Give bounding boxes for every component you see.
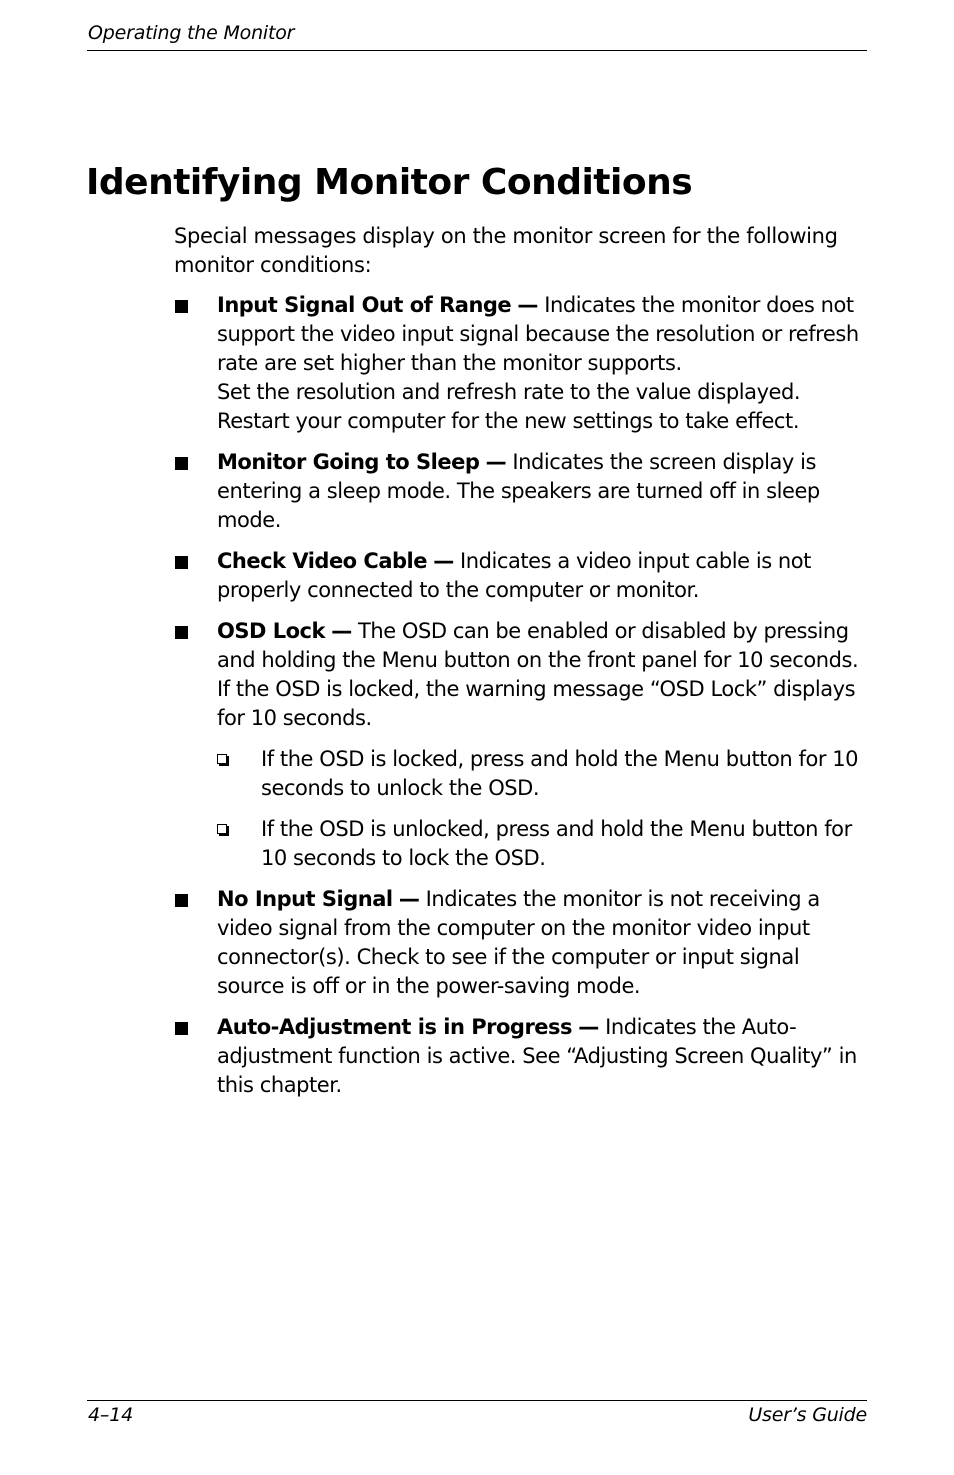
condition-dash: — [398, 887, 420, 911]
condition-osd-lock [174, 617, 864, 873]
condition-term: Input Signal Out of Range [217, 293, 512, 317]
square-bullet-icon [175, 556, 188, 569]
box-bullet-icon [217, 754, 227, 764]
condition-text-continued: Set the resolution and refresh rate to the value displayed. Restart your computer for the new settings to take effect. [217, 380, 801, 433]
condition-dash: — [517, 293, 538, 317]
intro-paragraph: Special messages display on the monitor screen for the following monitor conditions: [174, 224, 838, 277]
condition-auto-adjustment [174, 1013, 864, 1100]
condition-text: Indicates the screen display is entering a sleep mode. The speakers are turned off in sleep mode. [217, 450, 820, 532]
condition-check-video-cable [174, 547, 864, 605]
square-bullet-icon [175, 894, 188, 907]
osd-lock-sublist [217, 745, 864, 873]
guide-title: User’s Guide [748, 1404, 867, 1426]
condition-input-signal-out-of-range [174, 291, 864, 436]
conditions-list [174, 291, 864, 1112]
condition-text: The OSD can be enabled or disabled by pressing and holding the Menu button on the front panel for 10 seconds. If the OSD is locked, the warning message “OSD Lock” displays for 10 seconds. [217, 619, 859, 730]
condition-text: Indicates the monitor does not support the video input signal because the resolution or refresh rate are set higher than the monitor supports. [217, 293, 859, 375]
condition-term: Check Video Cable [217, 549, 427, 573]
condition-monitor-going-to-sleep [174, 448, 864, 535]
condition-term: Auto-Adjustment is in Progress [217, 1015, 573, 1039]
sub-list-item [217, 745, 864, 803]
condition-dash: — [433, 549, 454, 573]
condition-term: Monitor Going to Sleep [217, 450, 480, 474]
page-title: Identifying Monitor Conditions [86, 162, 693, 203]
box-bullet-icon [217, 824, 227, 834]
condition-text: Indicates the monitor is not receiving a video signal from the computer on the monitor video input connector(s). Check to see if the computer or input signal source is off or in the power-saving mode. [217, 887, 820, 998]
condition-dash: — [331, 619, 352, 643]
page-number: 4–14 [88, 1404, 133, 1426]
running-header [87, 20, 867, 51]
running-header-title: Operating the Monitor [88, 22, 295, 44]
square-bullet-icon [175, 457, 188, 470]
condition-text: Indicates the Auto-adjustment function is active. See “Adjusting Screen Quality” in this chapter. [217, 1015, 857, 1097]
square-bullet-icon [175, 1022, 188, 1035]
running-footer [87, 1400, 867, 1426]
sub-item-text: If the OSD is locked, press and hold the Menu button for 10 seconds to unlock the OSD. [261, 747, 859, 800]
sub-list-item [217, 815, 864, 873]
condition-dash: — [578, 1015, 599, 1039]
condition-term: No Input Signal [217, 887, 393, 911]
condition-term: OSD Lock [217, 619, 325, 643]
square-bullet-icon [175, 300, 188, 313]
condition-no-input-signal [174, 885, 864, 1001]
sub-item-text: If the OSD is unlocked, press and hold the Menu button for 10 seconds to lock the OSD. [261, 817, 852, 870]
square-bullet-icon [175, 626, 188, 639]
condition-text: Indicates a video input cable is not properly connected to the computer or monitor. [217, 549, 811, 602]
condition-dash: — [485, 450, 507, 474]
